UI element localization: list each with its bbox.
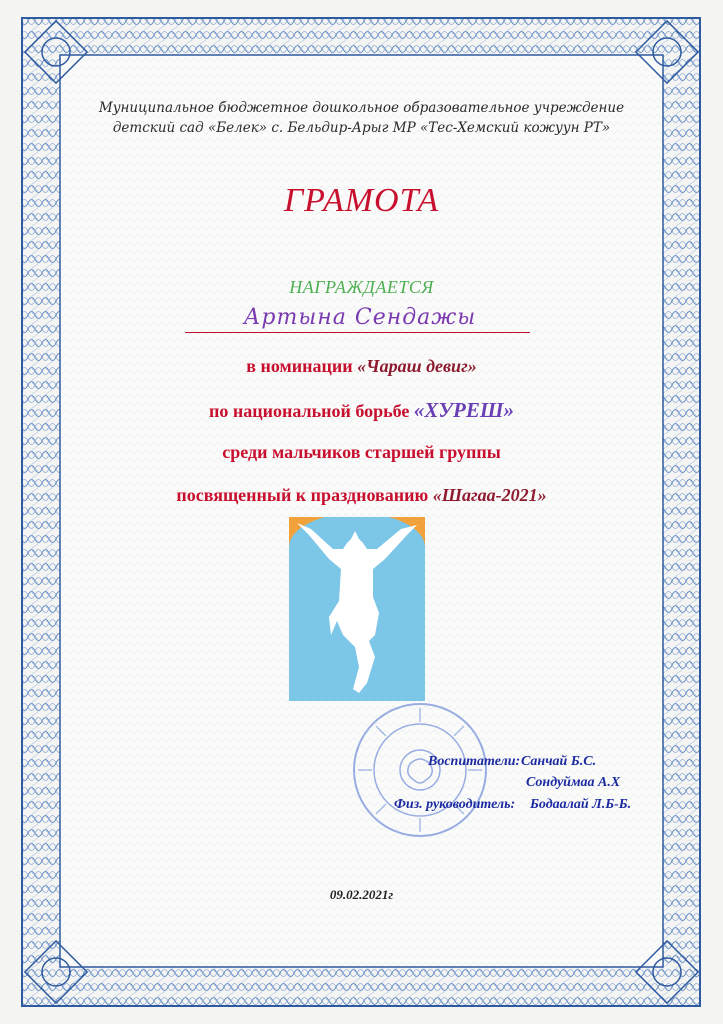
recipient-name: Артына Сендажы [243, 305, 477, 330]
round-seal-stamp [350, 700, 490, 840]
pe-instructor-label: Физ. руководитель: [394, 797, 516, 812]
nomination-line [0, 356, 723, 377]
holiday-line [0, 485, 723, 506]
sport-prefix: по национальной борьбе [208, 401, 414, 421]
teacher-2-name: Сондуймаа А.Х [526, 775, 621, 790]
wrestler-silhouette-emblem [289, 517, 425, 701]
teacher-1-name: Санчай Б.С. [521, 754, 597, 769]
institution-name-line-1: Муниципальное бюджетное дошкольное образовательное учреждение [98, 100, 625, 116]
pe-instructor-name: Бодаалай Л.Б-Б. [530, 797, 632, 812]
nomination-value: «Чараш девиг» [357, 356, 477, 376]
teachers-label: Воспитатели: [428, 754, 521, 769]
sport-line [0, 398, 723, 423]
institution-name-line-2: детский сад «Белек» с. Бельдир-Арыг МР «Тес-Хемский кожуун РТ» [112, 120, 611, 136]
nomination-prefix: в номинации [246, 356, 358, 376]
certificate-title: ГРАМОТА [283, 182, 440, 219]
certificate-date: 09.02.2021г [329, 887, 394, 902]
awarded-heading: НАГРАЖДАЕТСЯ [289, 277, 434, 297]
holiday-prefix: посвященный к празднованию [176, 485, 433, 505]
holiday-value: «Шагаа-2021» [432, 485, 547, 505]
recipient-name-underline [185, 332, 530, 333]
sport-value: «ХУРЕШ» [413, 398, 515, 422]
group-line: среди мальчиков старшей группы [222, 442, 501, 462]
